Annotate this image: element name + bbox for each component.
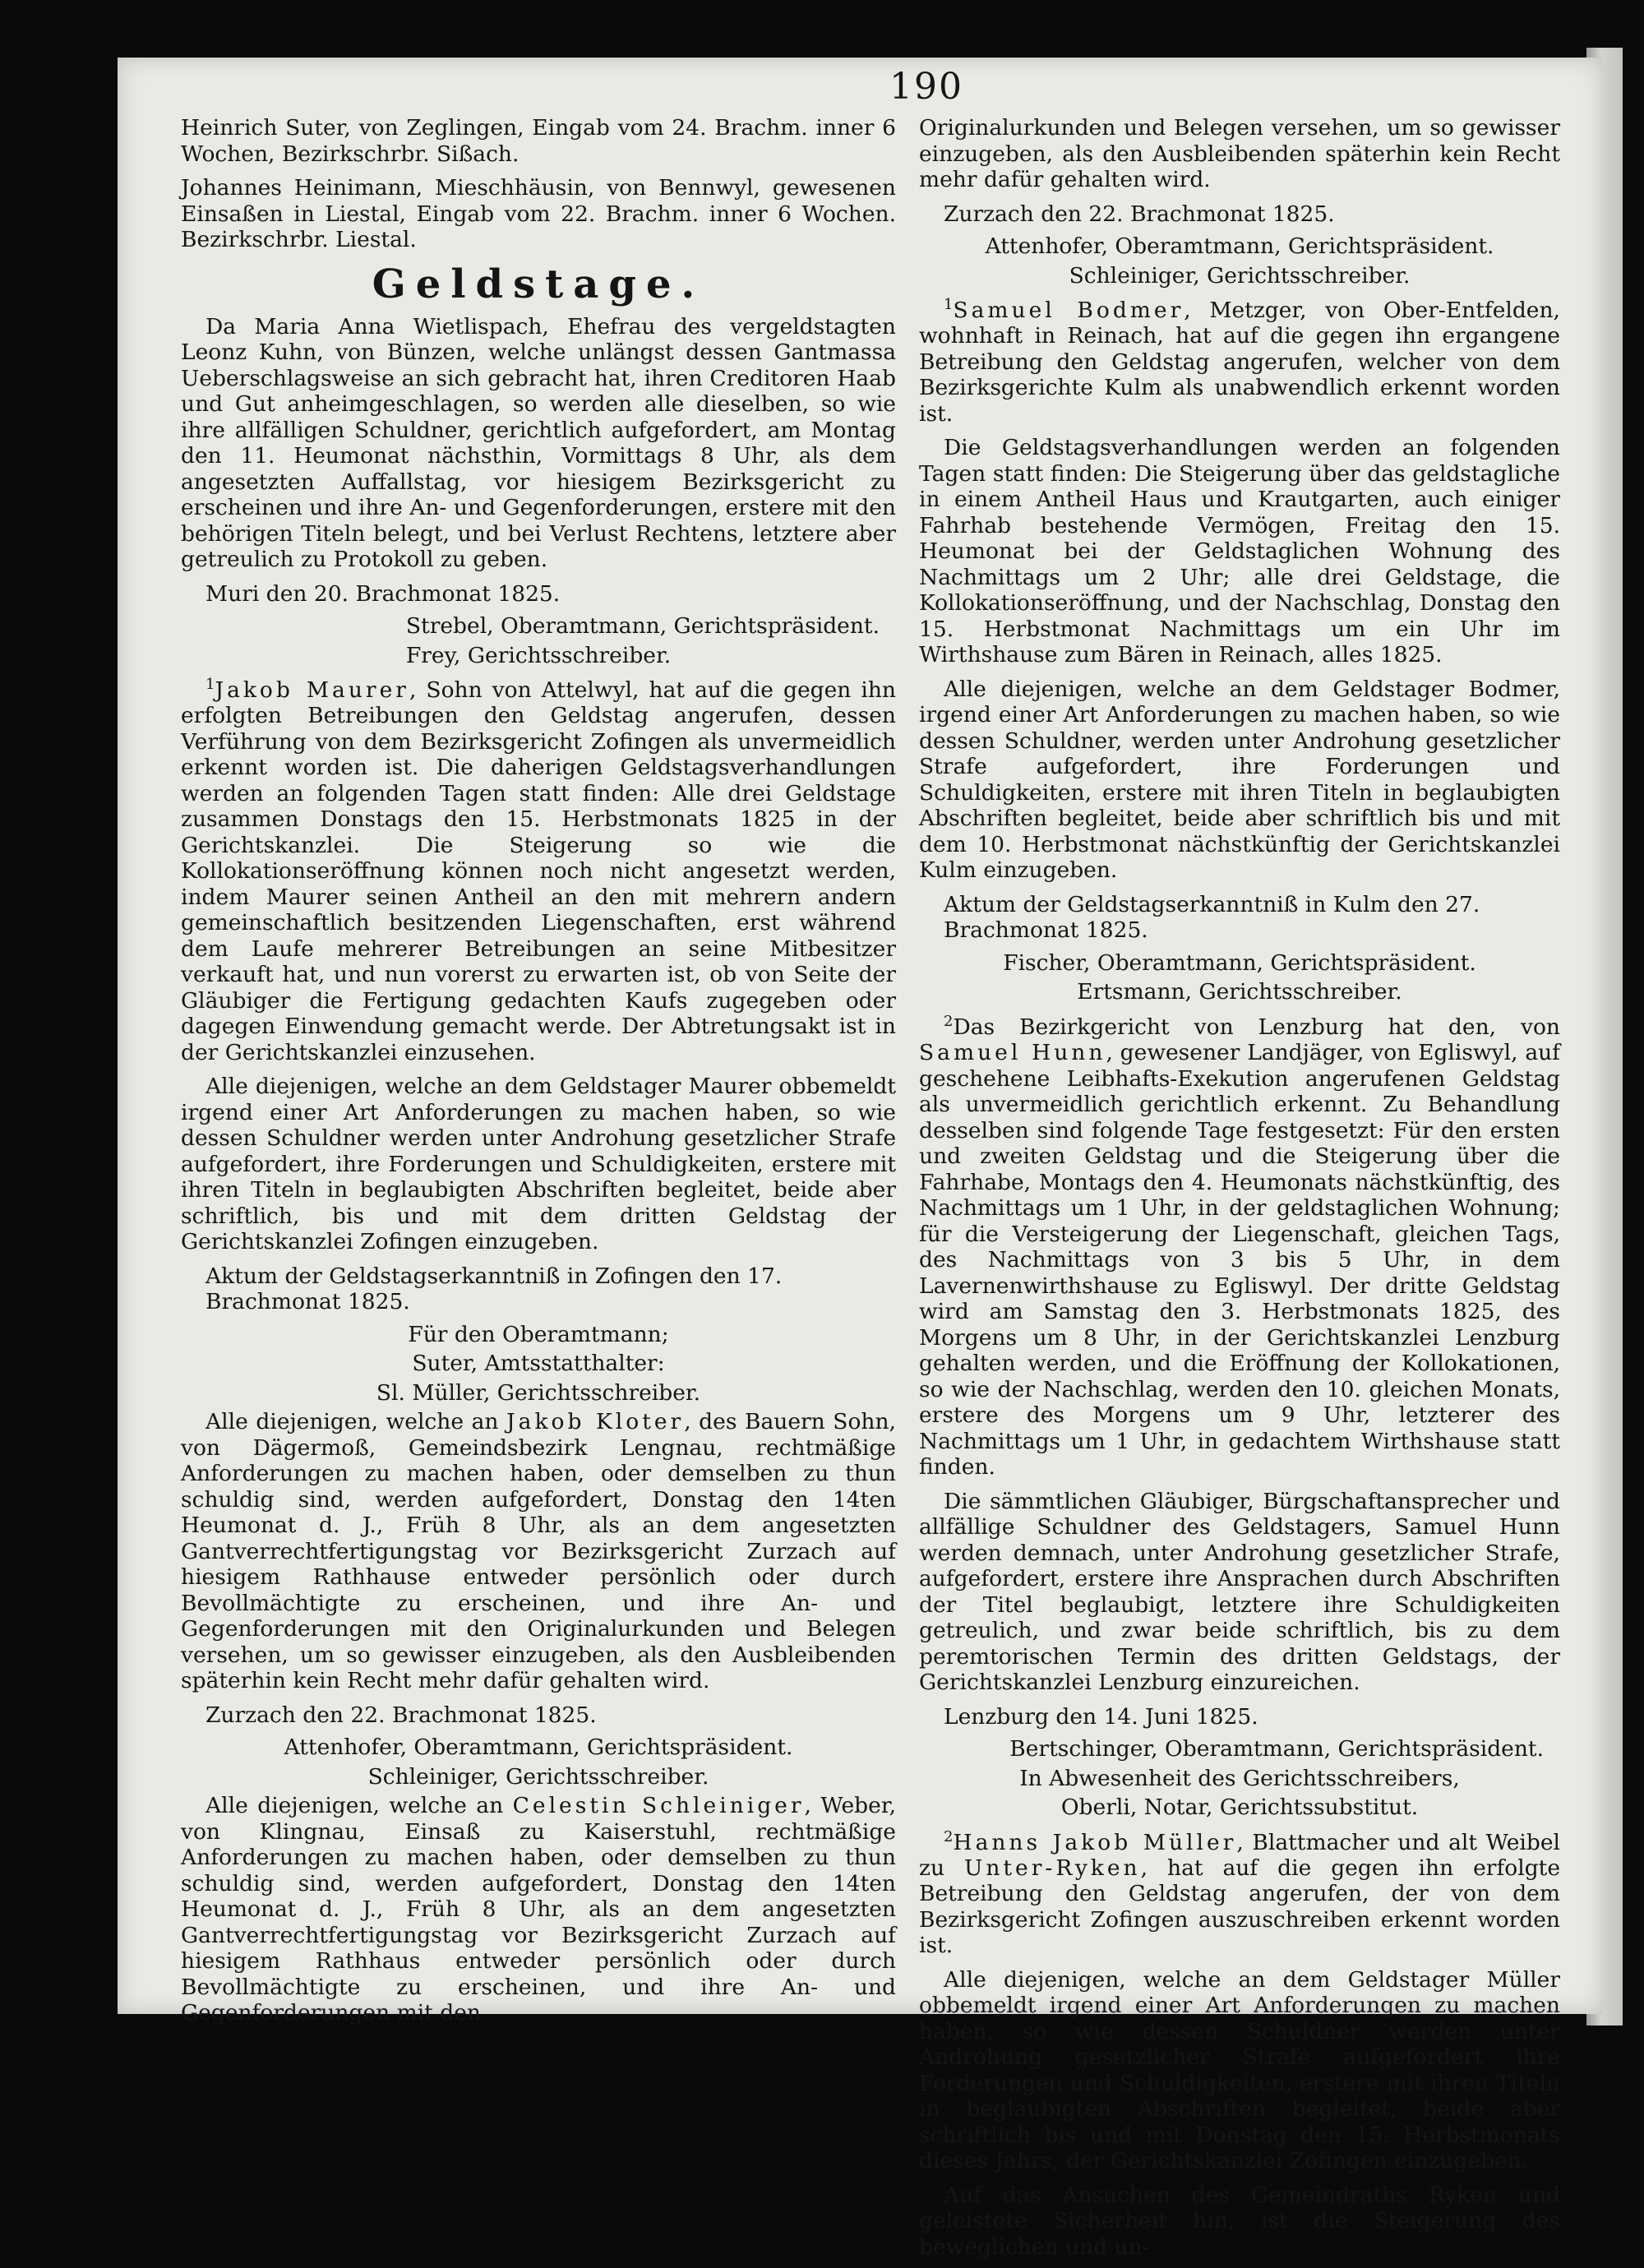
- notice-text: Alle diejenigen, welche an: [206, 1793, 513, 1819]
- notice-text: , Weber, von Klingnau, Einsaß zu Kaiserstuhl, rechtmäßige Anforderungen zu machen haben, oder demselben zu thun schuldig sind, werden aufgefordert, Donstag den 14ten Heumonat d. J., Früh 8 Uhr, als an dem angesetzten Gantverrechtfertigungstag vor Bezirksgericht Zurzach auf hiesigem Rathhaus entweder persönlich oder durch Bevollmächtigte zu erscheinen, und ihre An- und Gegenforderungen mit den: [181, 1793, 896, 2026]
- person-name: Jakob Kloter: [506, 1409, 685, 1435]
- notice-schleiniger: [181, 1793, 896, 2026]
- dateline: Aktum der Geldstagserkanntniß in Zofingen den 17. Brachmonat 1825.: [206, 1263, 783, 1315]
- notice-maurer: [181, 672, 896, 1065]
- dateline: Zurzach den 22. Brachmonat 1825.: [206, 1702, 597, 1728]
- notice-bodmer-dates: Die Geldstagsverhandlungen werden an folgenden Tagen statt finden: Die Steigerung über das geldstagliche in einem Antheil Haus und Krautgarten, auch einiger Fahrhab bestehende Vermögen, Freitag den 15. Heumonat bei der Geldstaglichen Wohnung des Nachmittags um 2 Uhr; alle drei Geldstage, die Kollokationseröffnung, und der Nachschlag, Donstag den 15. Herbstmonat Nachmittags um ein Uhr im Wirthshause zum Bären in Reinach, alles 1825.: [919, 435, 1560, 668]
- notice-ryken: Auf das Ansuchen des Gemeindraths Ryken und geleistete Sicherheit hin, ist die Steigerung des beweglichen und un-: [919, 2182, 1560, 2260]
- signature: Oberli, Notar, Gerichtssubstitut.: [1060, 1795, 1419, 1821]
- notice-wietlispach: Da Maria Anna Wietlispach, Ehefrau des vergeldstagten Leonz Kuhn, von Bünzen, welche unlängst dessen Gantmassa Ueberschlagsweise an sich gebracht hat, ihren Creditoren Haab und Gut anheimgeschlagen, so werden alle dieselben, so wie ihre allfälligen Schuldner, gerichtlich aufgefordert, am Montag den 11. Heumonat nächsthin, Vormittags 8 Uhr, als dem angesetzten Auffallstag, vor hiesigem Bezirksgericht zu erscheinen und ihre An- und Gegenforderungen, erstere mit den behörigen Titeln belegt, und bei Verlust Rechtens, letztere aber getreulich zu Protokoll zu geben.: [181, 313, 896, 572]
- notice-continuation: Originalurkunden und Belegen versehen, um so gewisser einzugeben, als den Ausbleibenden späterhin kein Recht mehr dafür gehalten wird.: [919, 115, 1560, 192]
- dateline: Zurzach den 22. Brachmonat 1825.: [944, 201, 1335, 227]
- notice-text: , des Bauern Sohn, von Dägermoß, Gemeindsbezirk Lengnau, rechtmäßige Anforderungen zu machen haben, oder demselben zu thun schuldig sind, werden aufgefordert, Donstag den 14ten Heumonat d. J., Früh 8 Uhr, als an dem angesetzten Gantverrechtfertigungstag vor Bezirksgericht Zurzach auf hiesigem Rathhause entweder persönlich oder durch Bevollmächtigte zu erscheinen, und ihre An- und Gegenforderungen mit den Originalurkunden und Belegen versehen, um so gewisser einzugeben, als den Ausbleibenden späterhin kein Recht mehr dafür gehalten wird.: [181, 1409, 896, 1694]
- signature: Strebel, Oberamtmann, Gerichtspräsident.: [405, 613, 880, 639]
- signature: Ertsmann, Gerichtsschreiber.: [1077, 979, 1402, 1005]
- page-number: 190: [889, 66, 963, 108]
- signature: Suter, Amtsstatthalter:: [412, 1351, 665, 1377]
- person-name: Samuel Hunn: [919, 1040, 1106, 1066]
- notice-hunn: [919, 1009, 1560, 1480]
- notice-maurer-creditors: Alle diejenigen, welche an dem Geldstager Maurer obbemeldt irgend einer Art Anforderungen zu machen haben, so wie dessen Schuldner werden unter Androhung gesetzlicher Strafe aufgefordert, ihre Forderungen und Schuldigkeiten, erstere mit ihren Titeln in beglaubigten Abschriften begleitet, beide aber schriftlich, bis und mit dem dritten Geldstag der Gerichtskanzlei Zofingen einzugeben.: [181, 1074, 896, 1255]
- notice-text: , gewesener Landjäger, von Egliswyl, auf geschehene Leibhafts-Exekution angerufenen Geldstag als unvermeidlich gerichtlich erkennt. Zu Behandlung desselben sind folgende Tage festgesetzt: Für den ersten und zweiten Geldstag und die Steigerung über die Fahrhabe, Montags den 4. Heumonats nächstkünftig, des Nachmittags um 1 Uhr, in der geldstaglichen Wohnung; für die Versteigerung der Liegenschaft, gleichen Tags, des Nachmittags von 3 bis 5 Uhr, in dem Lavernenwirthshause zu Egliswyl. Der dritte Geldstag wird am Samstag den 3. Herbstmonats 1825, des Morgens um 8 Uhr, in der Gerichtskanzlei Lenzburg gehalten werden, und die Eröffnung der Kollokationen, so wie der Nachschlag, werden den 10. gleichen Monats, erstere des Morgens um 9 Uhr, letzterer des Nachmittags um 1 Uhr, in gedachtem Wirthshause statt finden.: [919, 1040, 1560, 1480]
- signature: Frey, Gerichtsschreiber.: [405, 642, 672, 668]
- footnote-marker: 2: [944, 1827, 954, 1845]
- notice-text: Das Bezirkgericht von Lenzburg hat den, von: [953, 1014, 1560, 1040]
- notice-mueller-creditors: Alle diejenigen, welche an dem Geldstager Müller obbemeldt irgend einer Art Anforderungen zu machen haben, so wie dessen Schuldner werden unter Androhung gesetzlicher Strafe aufgefordert ihre Forderungen und Schuldigkeiten, erstere mit ihren Titeln in beglaubigten Abschriften begleitet, beide aber schriftlich bis und mit Donstag den 15. Herbstmonats dieses Jahrs, der Gerichtskanzlei Zofingen einzugeben.: [919, 1966, 1560, 2174]
- section-heading: Geldstage.: [372, 261, 705, 307]
- dateline: Aktum der Geldstagserkanntniß in Kulm den 27. Brachmonat 1825.: [944, 891, 1480, 944]
- signature: In Abwesenheit des Gerichtsschreibers,: [1019, 1765, 1460, 1791]
- signature: Attenhofer, Oberamtmann, Gerichtspräsident.: [985, 233, 1494, 259]
- notice-text: Alle diejenigen, welche an: [206, 1409, 507, 1435]
- notice-hunn-creditors: Die sämmtlichen Gläubiger, Bürgschaftansprecher und allfällige Schuldner des Geldstagers, Samuel Hunn werden demnach, unter Androhung gesetzlicher Strafe, aufgefordert, erstere ihre Ansprachen durch Abschriften der Titel beglaubigt, letztere ihre Schuldigkeiten getreulich, und zwar beide schriftlich, bis zu dem peremtorischen Termin des dritten Geldstags, der Gerichtskanzlei Lenzburg einzureichen.: [919, 1488, 1560, 1696]
- person-name: Samuel Bodmer: [953, 297, 1185, 323]
- notice-bodmer-creditors: Alle diejenigen, welche an dem Geldstager Bodmer, irgend einer Art Anforderungen zu machen haben, so wie dessen Schuldner, werden unter Androhung gesetzlicher Strafe aufgefordert, ihre Forderungen und Schuldigkeiten, erstere mit ihren Titeln in beglaubigten Abschriften begleitet, beide aber schriftlich bis und mit dem 10. Herbstmonat nächstkünftig der Gerichtskanzlei Kulm einzugeben.: [919, 676, 1560, 884]
- left-column: [181, 115, 896, 2035]
- signature: Schleiniger, Gerichtsschreiber.: [367, 1763, 709, 1790]
- notice-text: , Metzger, von Ober-Entfelden, wohnhaft in Reinach, hat auf die gegen ihn ergangene Betreibung den Geldstag angerufen, welcher von dem Bezirksgerichte Kulm als unabwendlich erkennt worden ist.: [919, 297, 1560, 427]
- signature: Fischer, Oberamtmann, Gerichtspräsident.: [1003, 949, 1476, 976]
- person-name: Hanns Jakob Müller: [953, 1829, 1237, 1855]
- signature: Schleiniger, Gerichtsschreiber.: [1069, 262, 1411, 289]
- signature: Für den Oberamtmann;: [408, 1321, 669, 1347]
- notice-suter: Heinrich Suter, von Zeglingen, Eingab vom 24. Brachm. inner 6 Wochen, Bezirkschrbr. Sißach.: [181, 115, 896, 167]
- notice-text: , hat auf die gegen ihn erfolgte Betreibung den Geldstag angerufen, der von dem Bezirksgericht Zofingen auszuschreiben erkennt worden ist.: [919, 1855, 1560, 1959]
- signature: Sl. Müller, Gerichtsschreiber.: [376, 1379, 701, 1406]
- place-name: Unter-Ryken: [964, 1855, 1141, 1881]
- signature: Attenhofer, Oberamtmann, Gerichtspräsident.: [284, 1734, 793, 1761]
- right-column: [919, 115, 1560, 2268]
- footnote-marker: 1: [944, 296, 954, 313]
- person-name: Celestin Schleiniger: [512, 1793, 805, 1819]
- notice-text: , Blattmacher und alt Weibel zu: [919, 1829, 1561, 1881]
- notice-kloter: [181, 1409, 896, 1694]
- signature: Bertschinger, Oberamtmann, Gerichtspräsident.: [1009, 1736, 1544, 1762]
- person-name: Jakob Maurer: [215, 677, 409, 703]
- dateline: Lenzburg den 14. Juni 1825.: [944, 1703, 1258, 1730]
- notice-heinimann: Johannes Heinimann, Mieschhäusin, von Bennwyl, gewesenen Einsaßen in Liestal, Eingab vom 22. Brachm. inner 6 Wochen. Bezirkschrbr. Liestal.: [181, 175, 896, 252]
- notice-bodmer: [919, 292, 1560, 427]
- footnote-marker: 1: [206, 676, 215, 693]
- notice-text: , Sohn von Attelwyl, hat auf die gegen ihn erfolgten Betreibungen den Geldstag angerufen, dessen Verführung von dem Bezirksgericht Zofingen als unvermeidlich erkennt worden ist. Die daherigen Geldstagsverhandlungen werden an folgenden Tagen statt finden: Alle drei Geldstage zusammen Donstags den 15. Herbstmonats 1825 in der Gerichtskanzlei. Die Steigerung so wie die Kollokationseröffnung können noch nicht angesetzt werden, indem Maurer seinen Antheil an den mit mehrern andern gemeinschaftlich besitzenden Liegenschaften, erst während dem Laufe mehrerer Betreibungen an seine Mitbesitzer verkauft hat, und nun vorerst zu erwarten ist, ob von Seite der Gläubiger die Fertigung gedachten Kaufs zugegeben oder dagegen Einwendung gemacht werde. Der Abtretungsakt ist in der Gerichtskanzlei einzusehen.: [181, 677, 897, 1065]
- footnote-marker: 2: [944, 1012, 954, 1030]
- dateline: Muri den 20. Brachmonat 1825.: [206, 580, 561, 607]
- notice-mueller: [919, 1824, 1560, 1959]
